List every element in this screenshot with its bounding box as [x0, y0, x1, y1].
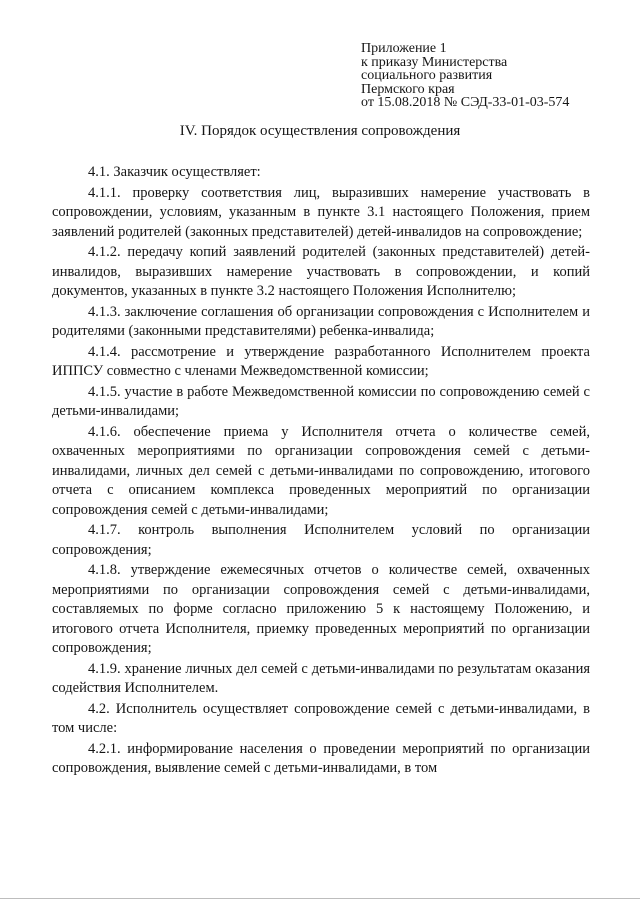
paragraph-4-1-2: 4.1.2. передачу копий заявлений родителей (законных представителей) детей-инвалидов, выразивших намерение участвовать в сопровождении, и копий документов, указанных в пункте 3.2 настоящего Положения Исполнителю;: [52, 244, 590, 299]
approval-stamp: [361, 42, 569, 110]
scan-edge-line: [0, 898, 640, 899]
document-body: [52, 163, 590, 780]
stamp-line-order: к приказу Министерства: [361, 54, 508, 70]
paragraph-4-2-1: 4.2.1. информирование населения о проведении мероприятий по организации сопровождения, выявление семей с детьми-инвалидами, в том: [52, 740, 590, 776]
section-title: IV. Порядок осуществления сопровождения: [179, 123, 461, 139]
paragraph-4-1-3: 4.1.3. заключение соглашения об организации сопровождения с Исполнителем и родителями (законными представителями) ребенка-инвалида;: [52, 303, 590, 339]
paragraph-4-1-5: 4.1.5. участие в работе Межведомственной комиссии по сопровождению семей с детьми-инвалидами;: [52, 383, 590, 419]
paragraph-4-1-7: 4.1.7. контроль выполнения Исполнителем условий по организации сопровождения;: [52, 522, 590, 558]
paragraph-4-1-9: 4.1.9. хранение личных дел семей с детьми-инвалидами по результатам оказания содействия Исполнителем.: [52, 660, 590, 696]
stamp-line-date-number: от 15.08.2018 № СЭД-33-01-03-574: [361, 95, 570, 110]
paragraph-4-2: 4.2. Исполнитель осуществляет сопровождение семей с детьми-инвалидами, в том числе:: [52, 700, 590, 736]
paragraph-4-1-4: 4.1.4. рассмотрение и утверждение разработанного Исполнителем проекта ИППСУ совместно с членами Межведомственной комиссии;: [52, 343, 590, 379]
paragraph-4-1-1: 4.1.1. проверку соответствия лиц, выразивших намерение участвовать в сопровождении, условиям, указанным в пункте 3.1 настоящего Положения, прием заявлений родителей (законных представителей) детей-инвалидов на сопровождение;: [52, 184, 590, 240]
paragraph-4-1: 4.1. Заказчик осуществляет:: [88, 164, 261, 180]
stamp-line-ministry: социального развития: [361, 68, 493, 83]
stamp-line-region: Пермского края: [361, 81, 455, 97]
paragraph-4-1-6: 4.1.6. обеспечение приема у Исполнителя отчета о количестве семей, охваченных мероприятиями по организации сопровождения семей с детьми-инвалидами, личных дел семей с детьми-инвалидами по сопровождению, итогового отчета с описанием комплекса проведенных мероприятий по организации сопровождения семей с детьми-инвалидами;: [52, 423, 590, 518]
stamp-line-appendix: Приложение 1: [361, 41, 447, 56]
paragraph-4-1-8: 4.1.8. утверждение ежемесячных отчетов о количестве семей, охваченных мероприятиями по организации сопровождения семей с детьми-инвалидами, составляемых по форме согласно приложению 5 к настоящему Положению, и итогового отчета Исполнителя, приемку проведенных мероприятий по организации сопровождения;: [52, 562, 590, 656]
